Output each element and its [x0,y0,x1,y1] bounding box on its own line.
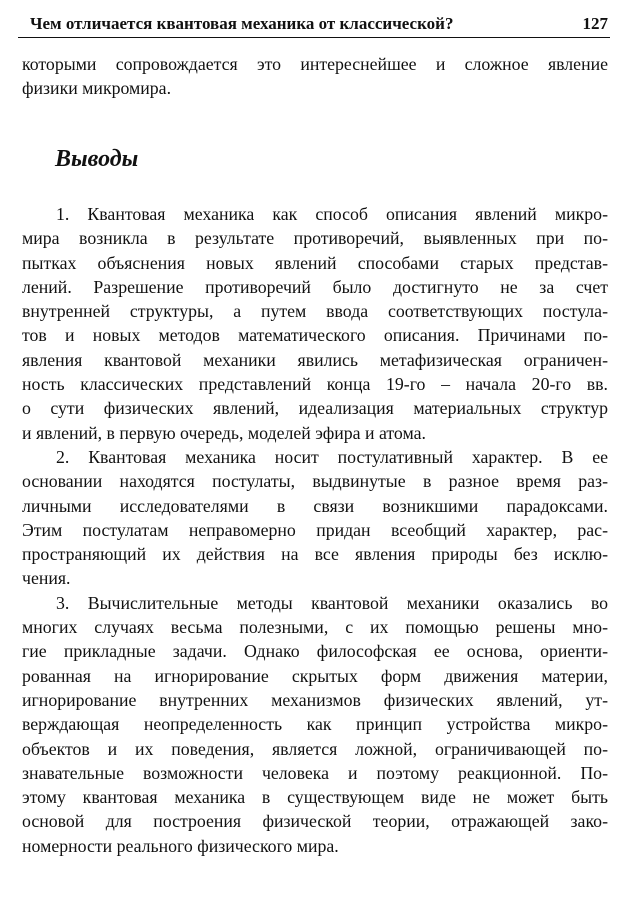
text-line: тов и новых методов математического описания. Причинами по- [22,325,608,346]
text-line: многих случаях весьма полезными, с их помощью решены мно- [22,617,608,638]
text-line: и явлений, в первую очередь, моделей эфира и атома. [22,422,426,443]
text-line: внутренней структуры, а путем ввода соответствующих постула- [22,301,608,322]
section-heading: Выводы [55,146,139,172]
text-line: которыми сопровождается это интереснейшее и сложное явление [22,54,608,74]
text-line: рованная на игнорирование скрытых форм движения материи, [22,665,608,686]
text-line: этому квантовая механика в существующем виде не может быть [22,787,608,808]
text-line: лений. Разрешение противоречий было достигнуто не за счет [22,276,608,297]
text-line: номерности реального физического мира. [22,835,339,856]
text-line: о сути физических явлений, идеализация материальных структур [22,398,608,419]
text-line: личными исследователями в связи возникшими парадоксами. [22,495,608,516]
paragraph-2 [22,445,608,591]
text-line: пространяющий их действия на все явления природы без исклю- [22,544,608,565]
running-header [18,8,610,38]
text-line: 2. Квантовая механика носит постулативный характер. В ее [56,446,608,467]
text-line: явления квантовой механики явились метафизическая ограничен- [22,349,608,370]
text-line: основой для построения физической теории, отражающей зако- [22,811,608,832]
text-line: Этим постулатам неправомерно придан всеобщий характер, рас- [22,519,608,540]
conclusions-body [22,202,608,858]
text-line: 1. Квантовая механика как способ описания явлений микро- [56,204,608,224]
text-line: ность классических представлений конца 19-го – начала 20-го вв. [22,374,608,395]
page-number: 127 [582,14,608,33]
text-line: мира возникла в результате противоречий, выявленных при по- [22,228,608,249]
paragraph-1 [22,202,608,445]
paragraph-3 [22,591,608,858]
text-line: чения. [22,568,71,589]
text-line: основании находятся постулаты, выдвинутые в разное время раз- [22,471,608,492]
text-line: верждающая неопределенность как принцип устройства микро- [22,714,608,735]
text-line: физики микромира. [22,78,172,99]
text-line: 3. Вычислительные методы квантовой механики оказались во [56,592,608,613]
text-line: игнорирование внутренних механизмов физических явлений, ут- [22,689,608,710]
running-header-title: Чем отличается квантовая механика от классической? [30,14,454,33]
text-line: объектов и их поведения, является ложной, ограничивающей по- [22,738,608,759]
text-line: гие прикладные задачи. Однако философская ее основа, ориенти- [22,641,608,662]
text-line: пытках объяснения новых явлений способами старых представ- [22,252,608,273]
text-line: знавательные возможности человека и поэтому реакционной. По- [22,762,608,783]
intro-paragraph [22,52,608,101]
